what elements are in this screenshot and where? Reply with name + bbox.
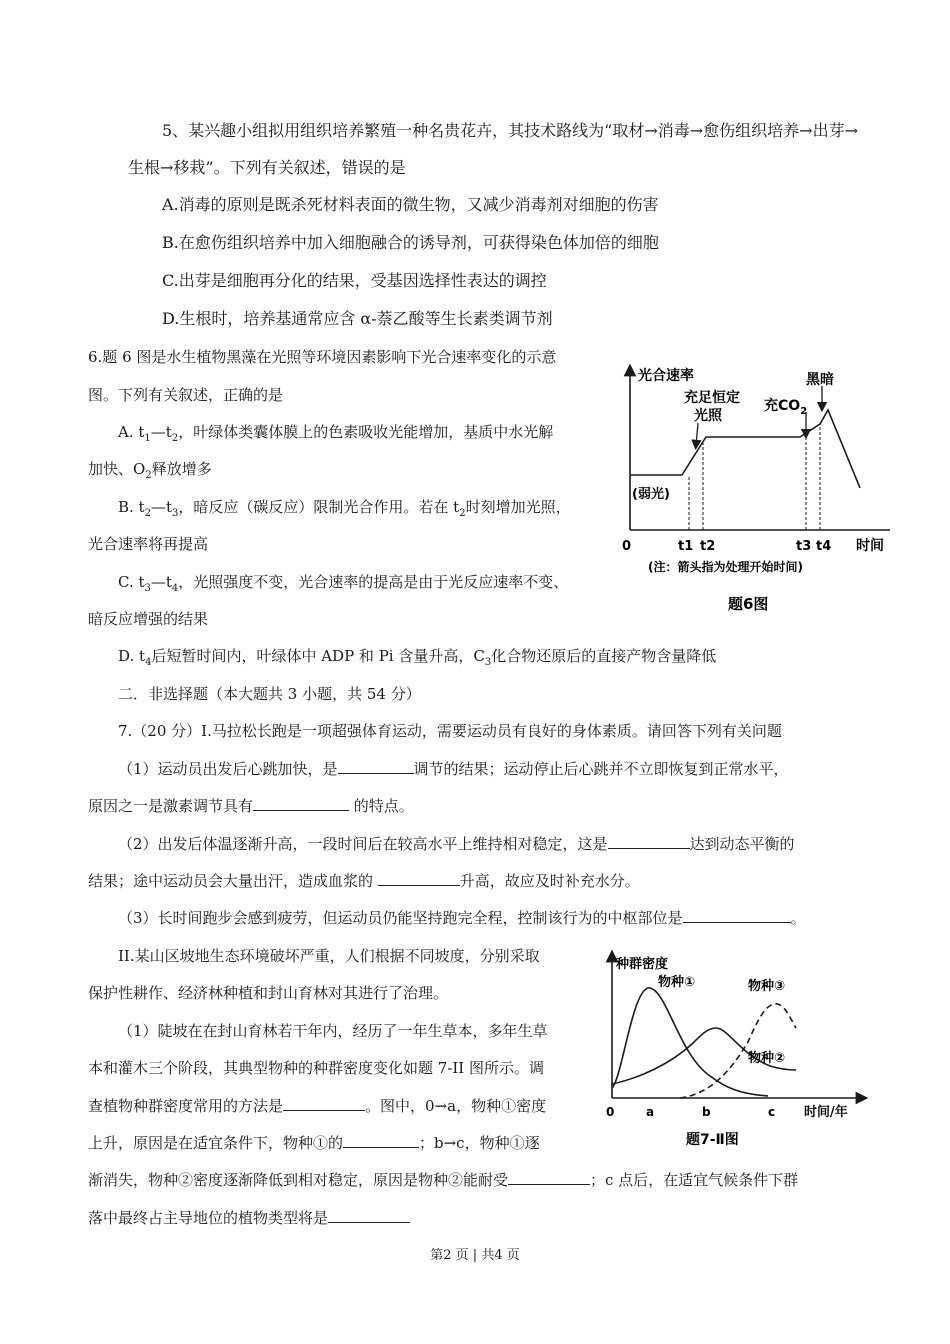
q7-blank-1[interactable] [338, 759, 414, 774]
figure-7-II [600, 948, 870, 1158]
fig6-tick-t1: t1 [678, 539, 694, 554]
q5-option-b: B.在愈伤组织培养中加入细胞融合的诱导剂，可获得染色体加倍的细胞 [162, 233, 659, 252]
fig6-caption: 题6图 [728, 595, 769, 613]
q7-blank-4[interactable] [378, 871, 460, 886]
fig6-tick-t3: t3 [796, 539, 812, 554]
q6-stem-line2: 图。下列有关叙述，正确的是 [88, 386, 284, 404]
q7-blank-6[interactable] [283, 1096, 365, 1111]
fig6-tick-t4: t4 [816, 539, 832, 554]
fig7-tick-a: a [646, 1105, 655, 1119]
q7-blank-8[interactable] [508, 1170, 590, 1185]
q7-part2-line2: 结果；途中运动员会大量出汗，造成血浆的 升高，故应及时补充水分。 [88, 872, 640, 890]
q7-blank-7[interactable] [343, 1133, 419, 1148]
fig6-co2-label: 充$CO_2$ [764, 398, 808, 417]
q5-option-c: C.出芽是细胞再分化的结果，受基因选择性表达的调控 [162, 271, 547, 290]
fig6-x-label: 时间 [856, 538, 884, 554]
q7-blank-9[interactable] [328, 1208, 410, 1223]
q5-option-a: A.消毒的原则是既杀死材料表面的微生物，又减少消毒剂对细胞的伤害 [162, 195, 659, 214]
q7-blank-3[interactable] [608, 834, 690, 849]
fig7-tick-c: c [768, 1105, 776, 1119]
fig7-species-1-label: 物种① [658, 975, 696, 990]
fig6-weak-light-label: (弱光) [632, 487, 670, 502]
q6-option-a-line1: A. $t_1—t_2$，叶绿体类囊体膜上的色素吸收光能增加，基质中水光解 [118, 423, 554, 444]
q7-blank-2[interactable] [253, 796, 349, 811]
q6-option-c-line2: 暗反应增强的结果 [88, 610, 209, 628]
q7-II-part1-line2: 本和灌木三个阶段，其典型物种的种群密度变化如题 7-II 图所示。调 [88, 1059, 545, 1077]
q6-stem-line1: 6.题 6 图是水生植物黑藻在光照等环境因素影响下光合速率变化的示意 [88, 348, 557, 366]
q6-option-b-line2: 光合速率将再提高 [88, 535, 209, 553]
fig6-tick-t2: t2 [700, 539, 716, 554]
fig7-caption: 题7-Ⅱ图 [686, 1132, 739, 1148]
q7-part1-line2: 原因之一是激素调节具有 的特点。 [88, 797, 414, 815]
q7-part1-line1: （1）运动员出发后心跳加快，是 调节的结果；运动停止后心跳并不立即恢复到正常水平， [118, 760, 789, 778]
fig7-y-label: 种群密度 [616, 957, 669, 972]
q7-II-part1-line3: 查植物种群密度常用的方法是 。图中，0→a，物种①密度 [88, 1097, 547, 1115]
q7-II-line2: 保护性耕作、经济林种植和封山育林对其进行了治理。 [88, 984, 449, 1002]
fig6-light-label-2: 光照 [694, 408, 722, 424]
fig6-note: (注：箭头指为处理开始时间) [648, 560, 803, 574]
fig6-rate-curve [630, 410, 860, 488]
fig7-species-3-label: 物种③ [748, 979, 786, 994]
q6-option-d: D. $t_4$后短暂时间内，叶绿体中 ADP 和 Pi 含量升高，$C_3$化合物还原后的直接产物含量降低 [118, 647, 717, 668]
q7-II-part1-line5: 渐消失，物种②密度逐渐降低到相对稳定，原因是物种②能耐受 ；c 点后，在适宜气候条件下群 [88, 1171, 799, 1189]
fig7-origin: 0 [606, 1105, 615, 1119]
q6-option-c-line1: C. $t_3—t_4$，光照强度不变，光合速率的提高是由于光反应速率不变、 [118, 573, 569, 594]
fig7-species-2-label: 物种② [748, 1051, 786, 1066]
q7-stem: 7.（20 分）I.马拉松长跑是一项超强体育运动，需要运动员有良好的身体素质。请回答下列有关问题 [118, 722, 782, 740]
q5-option-d: D.生根时，培养基通常应含 α-萘乙酸等生长素类调节剂 [162, 309, 553, 328]
fig7-x-label: 时间/年 [804, 1105, 848, 1120]
q7-II-part1-line4: 上升，原因是在适宜条件下，物种①的 ；b→c，物种①逐 [88, 1134, 540, 1152]
q5-stem-line1: 5、某兴趣小组拟用组织培养繁殖一种名贵花卉，其技术路线为“取材→消毒→愈伤组织培养→出芽→ [162, 121, 858, 140]
fig6-light-label-1: 充足恒定 [684, 390, 740, 406]
section-2-heading: 二．非选择题（本大题共 3 小题，共 54 分） [118, 685, 421, 703]
q7-blank-5[interactable] [683, 908, 791, 923]
fig6-light-arrow [696, 423, 698, 445]
page-footer: 第2 页 | 共4 页 [430, 1248, 520, 1263]
fig6-y-label: 光合速率 [638, 368, 694, 384]
q6-option-b-line1: B. $t_2—t_3$，暗反应（碳反应）限制光合作用。若在 $t_2$时刻增加光照， [118, 498, 571, 519]
fig7-tick-b: b [702, 1105, 711, 1119]
q7-part3: （3）长时间跑步会感到疲劳，但运动员仍能坚持跑完全程，控制该行为的中枢部位是 。 [118, 909, 806, 927]
q5-stem-line2: 生根→移栽”。下列有关叙述，错误的是 [128, 158, 406, 177]
q7-part2-line1: （2）出发后体温逐渐升高，一段时间后在较高水平上维持相对稳定，这是 达到动态平衡的 [118, 835, 795, 853]
fig6-origin: 0 [622, 539, 632, 554]
q7-II-line1: II.某山区坡地生态环境破坏严重，人们根据不同坡度，分别采取 [118, 947, 540, 965]
q7-II-part1-line6: 落中最终占主导地位的植物类型将是 [88, 1208, 410, 1228]
q7-II-part1-line1: （1）陡坡在在封山育林若干年内，经历了一年生草本，多年生草 [118, 1022, 548, 1040]
q6-option-a-line2: 加快、$O_2$释放增多 [88, 460, 212, 481]
figure-6 [610, 360, 900, 620]
fig7-curve-species-1 [612, 988, 768, 1096]
fig6-dark-label: 黑暗 [806, 372, 834, 388]
